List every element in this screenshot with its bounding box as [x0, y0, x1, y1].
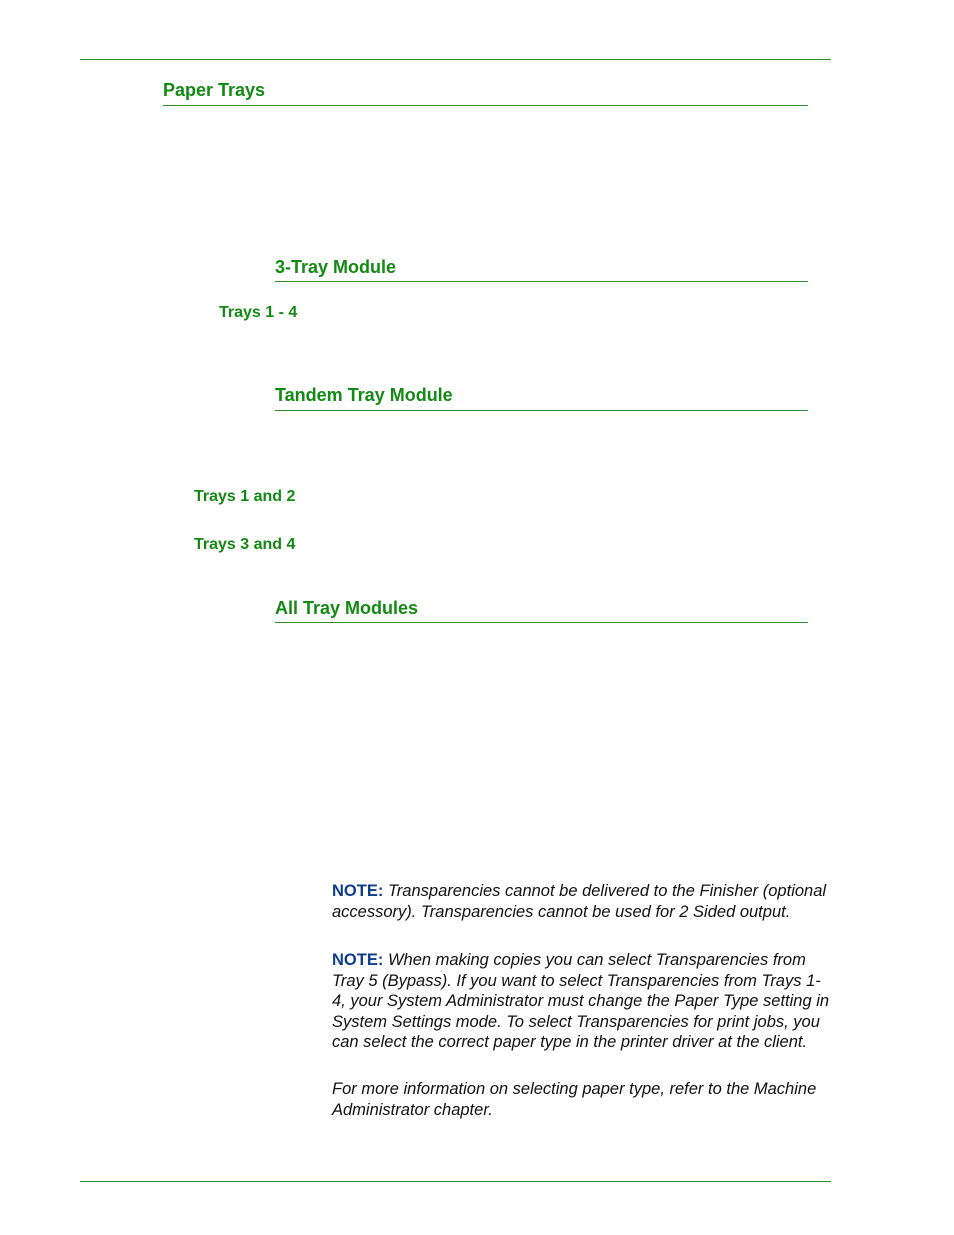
bottom-page-rule: [80, 1181, 831, 1182]
heading-paper-trays-rule: [163, 105, 808, 106]
heading-all-tray-modules-rule: [275, 622, 808, 623]
top-page-rule: [80, 59, 831, 60]
subheading-trays-3-and-4: Trays 3 and 4: [194, 536, 296, 553]
heading-tandem-tray-module: Tandem Tray Module: [275, 385, 453, 405]
note-label: NOTE:: [332, 882, 384, 900]
note-text: When making copies you can select Transparencies from Tray 5 (Bypass). If you want to select Transparencies from Trays 1-4, your System Administrator must change the Paper Type setting in System Settings mode. To select Transparencies for print jobs, you can select the correct paper type in the printer driver at the client.: [332, 951, 830, 1051]
heading-all-tray-modules: All Tray Modules: [275, 598, 419, 618]
subheading-trays-1-and-2: Trays 1 and 2: [194, 488, 296, 505]
more-info-paragraph: For more information on selecting paper type, refer to the Machine Administrator chapter.: [332, 1080, 817, 1119]
note-transparencies: [332, 950, 832, 1053]
note-label: NOTE:: [332, 951, 384, 969]
note-text: Transparencies cannot be delivered to the Finisher (optional accessory). Transparencies cannot be used for 2 Sided output.: [332, 882, 827, 921]
heading-3-tray-module-rule: [275, 281, 808, 282]
heading-paper-trays: Paper Trays: [163, 80, 266, 100]
heading-3-tray-module: 3-Tray Module: [275, 257, 397, 277]
subheading-trays-1-4: Trays 1 - 4: [219, 304, 298, 321]
note-finisher: [332, 881, 832, 922]
heading-tandem-tray-module-rule: [275, 410, 808, 411]
